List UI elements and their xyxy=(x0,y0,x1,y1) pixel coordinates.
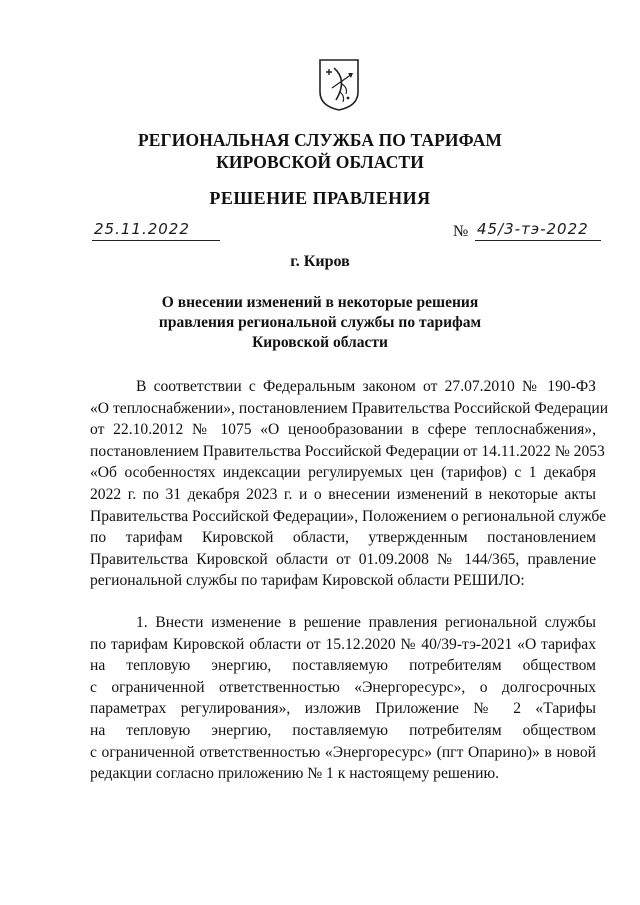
organization-name-line2: КИРОВСКОЙ ОБЛАСТИ xyxy=(216,152,424,172)
paragraph-line: по тарифам Кировской области от 15.12.2020 № 40/39-тэ-2021 «О тарифах xyxy=(90,635,596,653)
coat-of-arms-icon xyxy=(318,58,360,112)
paragraph-line: постановлением Правительства Российской Федерации от 14.11.2022 № 2053 xyxy=(90,442,605,460)
paragraph-line: от 22.10.2012 № 1075 «О ценообразовании в сфере теплоснабжения», xyxy=(90,421,596,439)
paragraph-line: «Об особенностях индексации регулируемых цен (тарифов) с 1 декабря xyxy=(90,464,596,482)
paragraph-line: по тарифам Кировской области, утвержденным постановлением xyxy=(90,529,596,547)
decision-date: 25.11.2022 xyxy=(94,220,190,238)
item-1-paragraph xyxy=(90,612,596,785)
organization-name-line1: РЕГИОНАЛЬНАЯ СЛУЖБА ПО ТАРИФАМ xyxy=(137,130,502,150)
decision-number: 45/3-тэ-2022 xyxy=(477,220,589,238)
decision-number-line xyxy=(475,222,601,241)
paragraph-line: Правительства Российской Федерации», Положением о региональной службе xyxy=(90,507,607,525)
city-name: г. Киров xyxy=(290,253,350,270)
number-sign: № xyxy=(453,223,469,240)
paragraph-line: региональной службы по тарифам Кировской области РЕШИЛО: xyxy=(90,572,525,590)
paragraph-line: В соответствии с Федеральным законом от 27.07.2010 № 190-ФЗ xyxy=(136,378,596,395)
document-type-title: РЕШЕНИЕ ПРАВЛЕНИЯ xyxy=(209,188,431,208)
subject-line: правления региональной службы по тарифам xyxy=(158,314,482,331)
paragraph-line: на тепловую энергию, поставляемую потребителям обществом xyxy=(90,657,596,675)
decision-subject xyxy=(150,293,490,353)
paragraph-line: редакции согласно приложению № 1 к настоящему решению. xyxy=(90,765,500,783)
subject-line: Кировской области xyxy=(252,334,388,351)
paragraph-line: с ограниченной ответственностью «Энергоресурс», о долгосрочных xyxy=(90,678,596,696)
paragraph-line: параметрах регулирования», изложив Приложение № 2 «Тарифы xyxy=(90,700,596,718)
paragraph-line: Правительства Кировской области от 01.09.2008 № 144/365, правление xyxy=(90,550,596,568)
paragraph-line: «О теплоснабжении», постановлением Правительства Российской Федерации xyxy=(90,399,609,417)
preamble-paragraph xyxy=(90,376,609,592)
decision-number-field xyxy=(453,221,603,243)
paragraph-line: 1. Внести изменение в решение правления региональной службы xyxy=(136,614,596,631)
paragraph-line: с ограниченной ответственностью «Энергоресурс» (пгт Опарино)» в новой xyxy=(90,743,596,761)
subject-line: О внесении изменений в некоторые решения xyxy=(161,294,479,311)
paragraph-line: 2022 г. по 31 декабря 2023 г. и о внесении изменений в некоторые акты xyxy=(90,485,596,503)
decision-date-field xyxy=(92,222,220,241)
paragraph-line: на тепловую энергию, поставляемую потребителям обществом xyxy=(90,721,596,739)
